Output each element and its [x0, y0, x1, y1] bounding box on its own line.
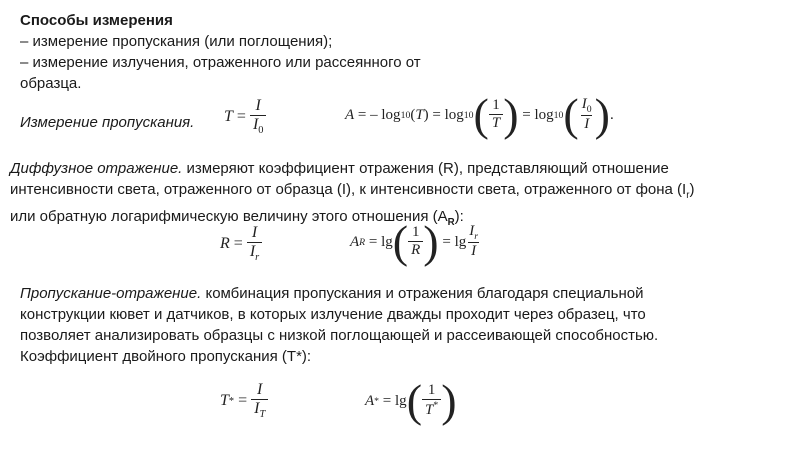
- diffuse-line2-sub: r: [686, 190, 690, 201]
- diffuse-line2-text: интенсивности света, отраженного от образца (I), к интенсивности света, отраженного от фона (I: [10, 181, 687, 198]
- formula-double-transmittance: T * = $\frac{I}{I_T}$: [220, 382, 268, 421]
- diffuse-line2-end: ): [689, 181, 695, 198]
- method-item-reflection: – измерение излучения, отраженного или рассеянного от: [20, 54, 421, 71]
- diffuse-line-2: [10, 179, 795, 206]
- diffuse-line1-text: измеряют коэффициент отражения (R), представляющий отношение: [182, 160, 669, 177]
- method-item-reflection-cont: образца.: [20, 75, 82, 92]
- diffuse-line3-sub: R: [447, 217, 455, 228]
- diffuse-line3-text: или обратную логарифмическую величину этого отношения (A: [10, 208, 448, 225]
- transflect-line-2: конструкции кювет и датчиков, в которых излучение дважды проходит через образец, что: [20, 306, 646, 323]
- methods-block: [20, 10, 500, 94]
- section-title: Способы измерения: [20, 12, 173, 29]
- formula-absorbance: A = – log 10 ( T ) = log 10 ( $\frac{1}{T}$ ) = log 10 ( $\frac{I_0}{I}$ ) .: [345, 89, 614, 140]
- diffuse-term: Диффузное отражение.: [10, 160, 183, 177]
- diffuse-line3-end: ):: [454, 208, 464, 225]
- transmission-label: Измерение пропускания.: [20, 114, 195, 131]
- formula-reflectance: R = $\frac{I}{I_r}$: [220, 225, 262, 264]
- transflect-line-4: Коэффициент двойного пропускания (T*):: [20, 348, 312, 365]
- method-item-transmission: – измерение пропускания (или поглощения);: [20, 33, 333, 50]
- transflect-line-1: [20, 283, 790, 304]
- diffuse-line-1: [10, 158, 795, 179]
- formula-double-absorbance: A * = lg ( $\frac{1}{T^*}$ ): [365, 375, 457, 426]
- transflect-paragraph: [20, 283, 790, 367]
- formula-reflectance-absorbance: A R = lg ( $\frac{1}{R}$ ) = lg $\frac{I_r}{I}$: [350, 216, 479, 267]
- transflect-term: Пропускание-отражение.: [20, 285, 202, 302]
- formula-transmittance: T = $\frac{I}{I_0}$: [224, 98, 266, 137]
- transflect-line1-text: комбинация пропускания и отражения благодаря специальной: [201, 285, 644, 302]
- transflect-line-3: позволяет анализировать образцы с низкой поглощающей и рассеивающей способностью.: [20, 327, 659, 344]
